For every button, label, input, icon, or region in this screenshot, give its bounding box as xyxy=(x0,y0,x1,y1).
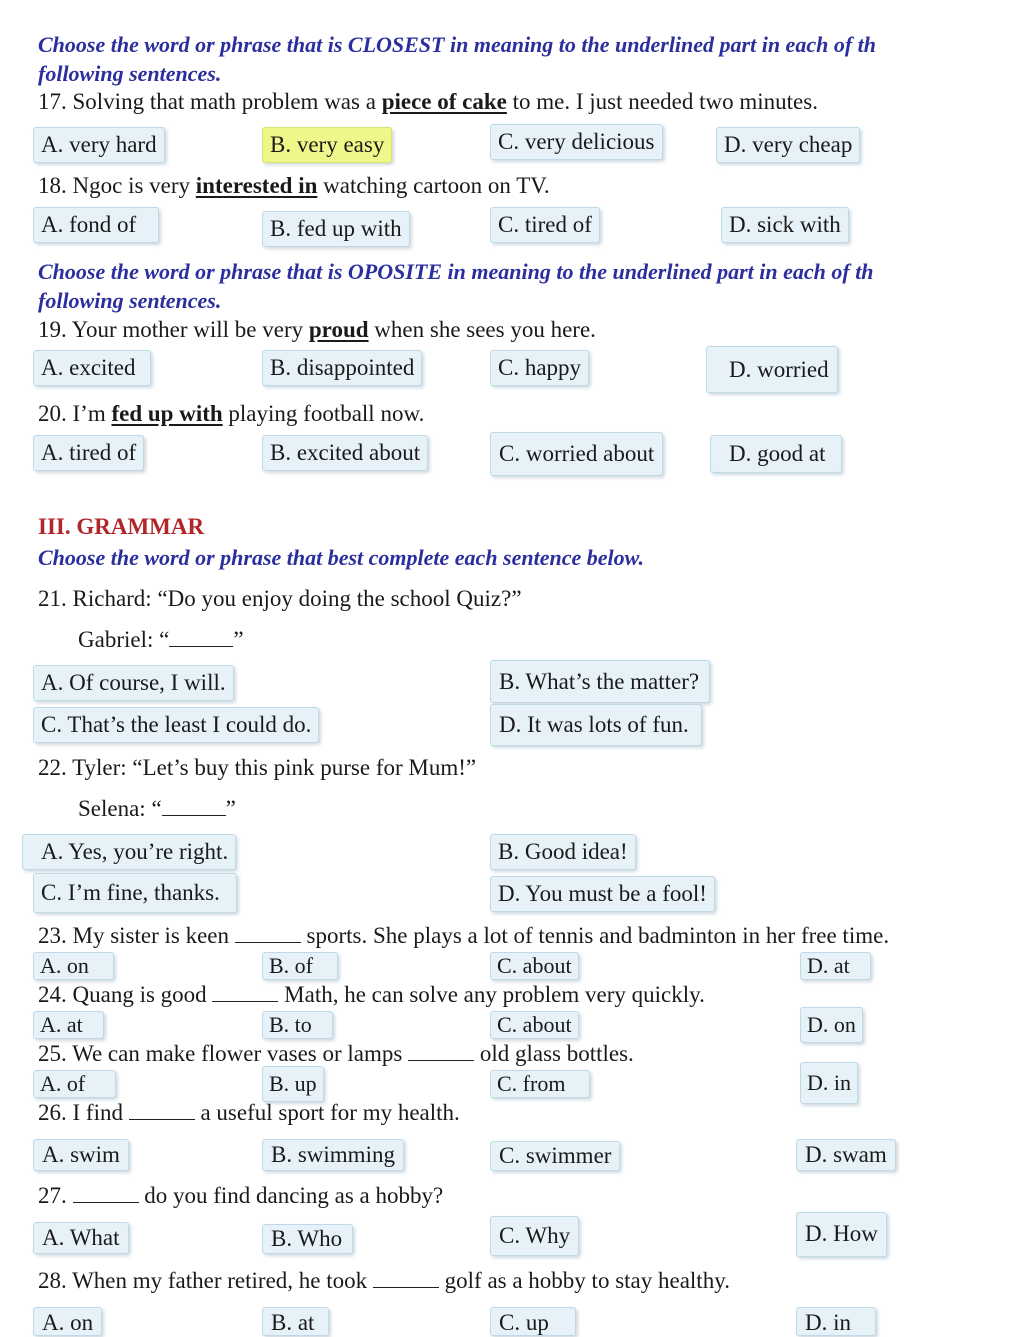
question-21-blank xyxy=(169,628,233,647)
question-27-blank xyxy=(73,1184,139,1203)
question-27-text-pre: 27. xyxy=(38,1183,73,1208)
q18-option-a[interactable]: A. fond of xyxy=(33,207,159,243)
question-23-text-post: sports. She plays a lot of tennis and badminton in her free time. xyxy=(300,923,890,948)
question-24-text-post: Math, he can solve any problem very quickly. xyxy=(278,982,705,1007)
question-26 xyxy=(38,1099,460,1127)
question-22-blank xyxy=(162,797,226,816)
question-17-text-post: to me. I just needed two minutes. xyxy=(506,89,818,114)
q21-option-a[interactable]: A. Of course, I will. xyxy=(33,665,234,701)
q23-option-b[interactable]: B. of xyxy=(262,952,338,980)
q21-option-d[interactable]: D. It was lots of fun. xyxy=(490,704,702,746)
question-21-response xyxy=(78,626,244,654)
question-22-speaker: Selena: “ xyxy=(78,796,162,821)
question-22-close-quote: ” xyxy=(225,796,236,821)
q28-option-a[interactable]: A. on xyxy=(33,1307,102,1336)
q23-option-a[interactable]: A. on xyxy=(33,952,114,980)
q18-option-c[interactable]: C. tired of xyxy=(490,207,600,243)
q26-option-d[interactable]: D. swam xyxy=(796,1139,896,1171)
q26-option-b[interactable]: B. swimming xyxy=(262,1139,404,1171)
question-28 xyxy=(38,1267,730,1295)
q27-option-d[interactable]: D. How xyxy=(796,1212,887,1257)
question-23-blank xyxy=(235,924,301,943)
q21-option-c[interactable]: C. That’s the least I could do. xyxy=(33,707,319,743)
question-25 xyxy=(38,1040,634,1068)
q27-option-c[interactable]: C. Why xyxy=(490,1216,579,1256)
q24-option-d[interactable]: D. on xyxy=(800,1007,863,1043)
question-25-blank xyxy=(408,1042,474,1061)
question-22: 22. Tyler: “Let’s buy this pink purse for Mum!” xyxy=(38,755,477,780)
q17-option-c[interactable]: C. very delicious xyxy=(490,124,663,160)
q18-option-b[interactable]: B. fed up with xyxy=(262,211,410,247)
q17-option-a[interactable]: A. very hard xyxy=(33,127,165,163)
q25-option-b[interactable]: B. up xyxy=(262,1066,324,1102)
q23-option-c[interactable]: C. about xyxy=(490,952,579,980)
q22-option-d[interactable]: D. You must be a fool! xyxy=(490,876,715,912)
question-20-text-pre: 20. I’m xyxy=(38,401,112,426)
question-18-text-post: watching cartoon on TV. xyxy=(317,173,550,198)
q19-option-d[interactable]: D. worried xyxy=(706,346,838,393)
question-24-text-pre: 24. Quang is good xyxy=(38,982,213,1007)
question-24-blank xyxy=(212,983,278,1002)
q23-option-d[interactable]: D. at xyxy=(800,952,871,980)
question-19-text-pre: 19. Your mother will be very xyxy=(38,317,309,342)
question-21-close-quote: ” xyxy=(233,627,244,652)
q19-option-b[interactable]: B. disappointed xyxy=(262,350,422,386)
q24-option-b[interactable]: B. to xyxy=(262,1011,333,1039)
instruction-closest-line2: following sentences. xyxy=(38,61,222,86)
q27-option-b[interactable]: B. Who xyxy=(262,1224,353,1254)
question-28-text-pre: 28. When my father retired, he took xyxy=(38,1268,373,1293)
question-27-text-post: do you find dancing as a hobby? xyxy=(138,1183,444,1208)
q25-option-d[interactable]: D. in xyxy=(800,1062,858,1104)
q22-option-b[interactable]: B. Good idea! xyxy=(490,834,636,870)
q25-option-a[interactable]: A. of xyxy=(33,1070,116,1098)
q17-option-b[interactable]: B. very easy xyxy=(262,127,392,163)
q18-option-d[interactable]: D. sick with xyxy=(721,207,849,243)
q22-option-a[interactable]: A. Yes, you’re right. xyxy=(22,834,236,870)
question-22-response xyxy=(78,795,236,823)
q20-option-a[interactable]: A. tired of xyxy=(33,435,144,471)
question-19-underlined: proud xyxy=(308,317,369,342)
question-28-blank xyxy=(373,1269,439,1288)
q25-option-c[interactable]: C. from xyxy=(490,1070,590,1098)
q28-option-d[interactable]: D. in xyxy=(796,1307,876,1336)
question-27 xyxy=(38,1182,443,1210)
question-17-underlined: piece of cake xyxy=(381,89,507,114)
question-26-text-post: a useful sport for my health. xyxy=(194,1100,460,1125)
q24-option-a[interactable]: A. at xyxy=(33,1011,104,1039)
question-25-text-post: old glass bottles. xyxy=(474,1041,634,1066)
question-21-speaker: Gabriel: “ xyxy=(78,627,170,652)
question-18 xyxy=(38,172,550,200)
q17-option-d[interactable]: D. very cheap xyxy=(716,127,860,163)
question-19-text-post: when she sees you here. xyxy=(368,317,596,342)
q20-option-b[interactable]: B. excited about xyxy=(262,435,428,471)
q27-option-a[interactable]: A. What xyxy=(33,1222,129,1254)
q19-option-c[interactable]: C. happy xyxy=(490,350,589,386)
question-18-text-pre: 18. Ngoc is very xyxy=(38,173,196,198)
instruction-opposite-line2: following sentences. xyxy=(38,288,222,313)
question-21: 21. Richard: “Do you enjoy doing the school Quiz?” xyxy=(38,586,522,611)
q22-option-c[interactable]: C. I’m fine, thanks. xyxy=(33,873,237,913)
question-20 xyxy=(38,400,424,428)
question-28-text-post: golf as a hobby to stay healthy. xyxy=(438,1268,730,1293)
q24-option-c[interactable]: C. about xyxy=(490,1011,579,1039)
q28-option-c[interactable]: C. up xyxy=(490,1307,576,1336)
question-26-blank xyxy=(129,1101,195,1120)
q26-option-a[interactable]: A. swim xyxy=(33,1139,129,1171)
q20-option-c[interactable]: C. worried about xyxy=(490,432,663,476)
question-18-underlined: interested in xyxy=(195,173,318,198)
question-26-text-pre: 26. I find xyxy=(38,1100,129,1125)
question-23 xyxy=(38,922,889,950)
question-25-text-pre: 25. We can make flower vases or lamps xyxy=(38,1041,409,1066)
instruction-opposite-line1: Choose the word or phrase that is OPOSITE in meaning to the underlined part in each of th xyxy=(38,259,874,284)
instruction-grammar: Choose the word or phrase that best complete each sentence below. xyxy=(38,545,644,570)
q28-option-b[interactable]: B. at xyxy=(262,1307,329,1336)
section-heading-grammar: III. GRAMMAR xyxy=(38,514,205,539)
q19-option-a[interactable]: A. excited xyxy=(33,350,151,386)
question-24 xyxy=(38,981,705,1009)
question-23-text-pre: 23. My sister is keen xyxy=(38,923,235,948)
question-17 xyxy=(38,88,818,116)
q26-option-c[interactable]: C. swimmer xyxy=(490,1141,620,1171)
question-20-underlined: fed up with xyxy=(111,401,223,426)
q20-option-d[interactable]: D. good at xyxy=(710,435,842,473)
q21-option-b[interactable]: B. What’s the matter? xyxy=(490,660,710,703)
question-19 xyxy=(38,316,596,344)
question-17-text-pre: 17. Solving that math problem was a xyxy=(38,89,382,114)
instruction-closest-line1: Choose the word or phrase that is CLOSEST in meaning to the underlined part in each of th xyxy=(38,32,876,57)
question-20-text-post: playing football now. xyxy=(222,401,425,426)
